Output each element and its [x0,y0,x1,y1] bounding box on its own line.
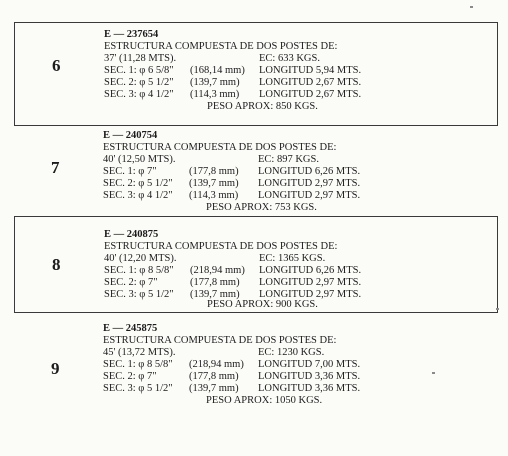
section-mm: (139,7 mm) [189,383,239,394]
entry-number: 6 [52,56,61,75]
entry-number: 7 [51,158,60,177]
scan-speck [496,308,499,310]
section-longitud: LONGITUD 2,97 MTS. [259,277,362,288]
entry-7 [14,130,496,213]
section-label: SEC. 1: φ 7" [103,166,157,177]
section-label: SEC. 2: φ 5 1/2" [103,178,173,189]
section-longitud: LONGITUD 2,97 MTS. [259,289,362,300]
entry-6 [14,22,498,126]
section-mm: (168,14 mm) [190,65,245,76]
entry-ec: EC: 1365 KGS. [259,253,326,264]
section-longitud: LONGITUD 2,67 MTS. [259,77,362,88]
entry-8 [14,216,498,313]
entry-length: 37' (11,28 MTS). [104,53,177,64]
section-longitud: LONGITUD 3,36 MTS. [258,371,361,382]
entry-peso: PESO APROX: 1050 KGS. [206,395,323,406]
scan-speck [470,6,473,8]
section-label: SEC. 1: φ 8 5/8" [104,265,174,276]
section-longitud: LONGITUD 2,67 MTS. [259,89,362,100]
section-label: SEC. 3: φ 4 1/2" [104,89,174,100]
entry-length: 45' (13,72 MTS). [103,347,176,358]
entry-length: 40' (12,50 MTS). [103,154,176,165]
section-longitud: LONGITUD 6,26 MTS. [259,265,362,276]
entry-code: E — 240754 [103,130,158,141]
section-label: SEC. 3: φ 4 1/2" [103,190,173,201]
section-label: SEC. 2: φ 7" [104,277,158,288]
section-mm: (139,7 mm) [190,289,240,300]
section-longitud: LONGITUD 5,94 MTS. [259,65,362,76]
entry-description: ESTRUCTURA COMPUESTA DE DOS POSTES DE: [103,335,337,346]
section-mm: (139,7 mm) [190,77,240,88]
section-longitud: LONGITUD 2,97 MTS. [258,178,361,189]
entry-description: ESTRUCTURA COMPUESTA DE DOS POSTES DE: [104,41,338,52]
entry-ec: EC: 897 KGS. [258,154,319,165]
entry-code: E — 240875 [104,229,159,240]
entry-number: 9 [51,359,60,378]
section-longitud: LONGITUD 2,97 MTS. [258,190,361,201]
entry-ec: EC: 633 KGS. [259,53,320,64]
entry-description: ESTRUCTURA COMPUESTA DE DOS POSTES DE: [104,241,338,252]
section-label: SEC. 2: φ 5 1/2" [104,77,174,88]
section-label: SEC. 1: φ 8 5/8" [103,359,173,370]
section-mm: (139,7 mm) [189,178,239,189]
section-longitud: LONGITUD 3,36 MTS. [258,383,361,394]
section-label: SEC. 1: φ 6 5/8" [104,65,174,76]
entry-ec: EC: 1230 KGS. [258,347,325,358]
section-mm: (114,3 mm) [190,89,240,100]
entry-code: E — 245875 [103,323,158,334]
entry-code: E — 237654 [104,29,159,40]
section-mm: (218,94 mm) [190,265,245,276]
section-longitud: LONGITUD 6,26 MTS. [258,166,361,177]
section-label: SEC. 2: φ 7" [103,371,157,382]
entry-9 [14,323,496,407]
section-mm: (218,94 mm) [189,359,244,370]
entry-length: 40' (12,20 MTS). [104,253,177,264]
entry-peso: PESO APROX: 753 KGS. [206,202,317,213]
entry-peso: PESO APROX: 900 KGS. [207,299,318,310]
section-mm: (177,8 mm) [190,277,240,288]
entry-description: ESTRUCTURA COMPUESTA DE DOS POSTES DE: [103,142,337,153]
section-label: SEC. 3: φ 5 1/2" [103,383,173,394]
entry-peso: PESO APROX: 850 KGS. [207,101,318,112]
section-mm: (114,3 mm) [189,190,239,201]
scan-speck [432,372,435,374]
section-label: SEC. 3: φ 5 1/2" [104,289,174,300]
entry-number: 8 [52,255,61,274]
section-mm: (177,8 mm) [189,371,239,382]
section-longitud: LONGITUD 7,00 MTS. [258,359,361,370]
section-mm: (177,8 mm) [189,166,239,177]
